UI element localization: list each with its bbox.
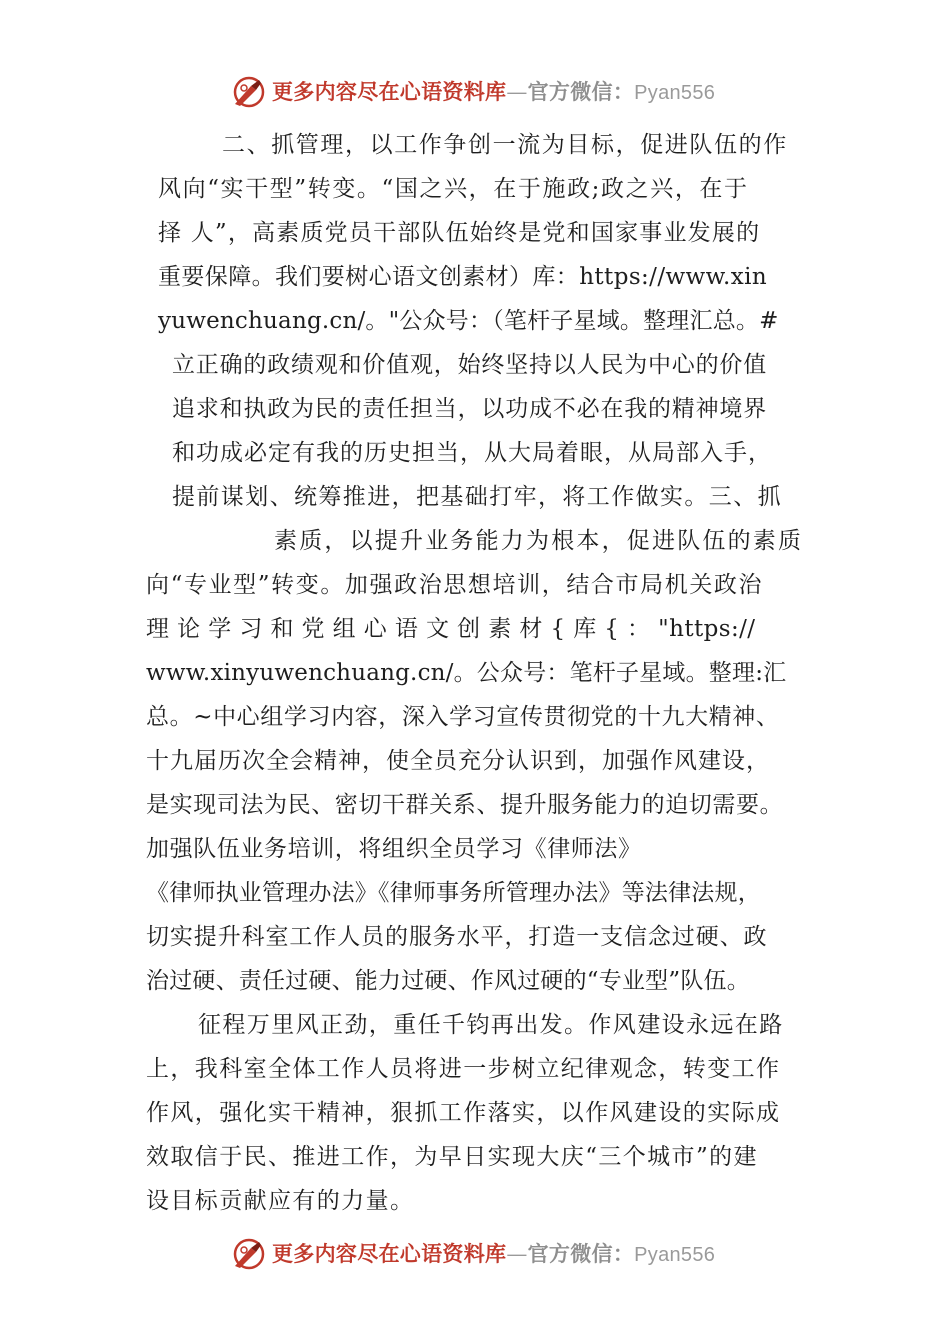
banner-label: 官方微信： — [527, 1241, 635, 1266]
banner-separator: — — [506, 80, 528, 104]
body-line: 上，我科室全体工作人员将进一步树立纪律观念，转变工作 — [146, 1056, 781, 1082]
body-line: 加强队伍业务培训，将组织全员学习《律师法》 — [146, 836, 642, 862]
body-line: 征程万里风正劲，重任千钧再出发。作风建设永远在路 — [198, 1012, 784, 1038]
banner-contact: Pyan556 — [634, 1244, 716, 1266]
header-banner — [0, 70, 950, 114]
body-line: 切实提升科室工作人员的服务水平，打造一支信念过硬、政 — [146, 924, 768, 950]
pen-logo-icon — [229, 74, 269, 110]
body-line: 二、抓管理，以工作争创一流为目标，促进队伍的作 — [222, 132, 788, 158]
banner-brand: 更多内容尽在心语资料库 — [272, 1241, 507, 1266]
body-line: 治过硬、责任过硬、能力过硬、作风过硬的“专业型”队伍。 — [146, 968, 750, 994]
body-line: 择 人”，高素质党员干部队伍始终是党和国家事业发展的 — [158, 220, 761, 246]
body-line: 立正确的政绩观和价值观，始终坚持以人民为中心的价值 — [172, 352, 767, 378]
body-line: 作风，强化实干精神，狠抓工作落实，以作风建设的实际成 — [146, 1100, 781, 1126]
body-line: 追求和执政为民的责任担当，以功成不必在我的精神境界 — [172, 396, 767, 422]
body-line: 十九届历次全会精神，使全员充分认识到，加强作风建设， — [146, 748, 770, 774]
banner-text — [272, 1238, 715, 1271]
banner-contact: Pyan556 — [634, 82, 716, 104]
footer-banner — [0, 1232, 950, 1276]
body-line: 向“专业型”转变。加强政治思想培训，结合市局机关政治 — [146, 572, 764, 598]
body-line: 是实现司法为民、密切干群关系、提升服务能力的迫切需要。 — [146, 792, 784, 818]
body-line: 效取信于民、推进工作，为早日实现大庆“三个城市”的建 — [146, 1144, 758, 1170]
body-line: yuwenchuang.cn/。"公众号：（笔杆子星域。整理汇总。# — [158, 308, 779, 334]
body-line: 理 论 学 习 和 党 组 心 语 文 创 素 材 { 库 { ： "https:// — [146, 616, 756, 642]
banner-separator: — — [506, 1242, 528, 1266]
body-line: 素质，以提升业务能力为根本，促进队伍的素质 — [274, 528, 804, 554]
body-line: 和功成必定有我的历史担当，从大局着眼，从局部入手， — [172, 440, 772, 466]
banner-brand: 更多内容尽在心语资料库 — [272, 79, 507, 104]
pen-logo-icon — [229, 1236, 269, 1272]
body-line: 总。~中心组学习内容，深入学习宣传贯彻党的十九大精神、 — [146, 704, 780, 730]
body-line: 《律师执业管理办法》《律师事务所管理办法》等法律法规， — [146, 880, 761, 906]
body-line: 设目标贡献应有的力量。 — [146, 1188, 415, 1214]
banner-label: 官方微信： — [527, 79, 635, 104]
banner-text — [272, 76, 715, 109]
body-line: 风向“实干型”转变。“国之兴，在于施政;政之兴，在于 — [158, 176, 749, 202]
body-line: www.xinyuwenchuang.cn/。公众号：笔杆子星域。整理:汇 — [146, 660, 787, 686]
body-line: 重要保障。我们要树心语文创素材）库：https://www.xin — [158, 264, 768, 290]
body-line: 提前谋划、统筹推进，把基础打牢，将工作做实。三、抓 — [172, 484, 782, 510]
